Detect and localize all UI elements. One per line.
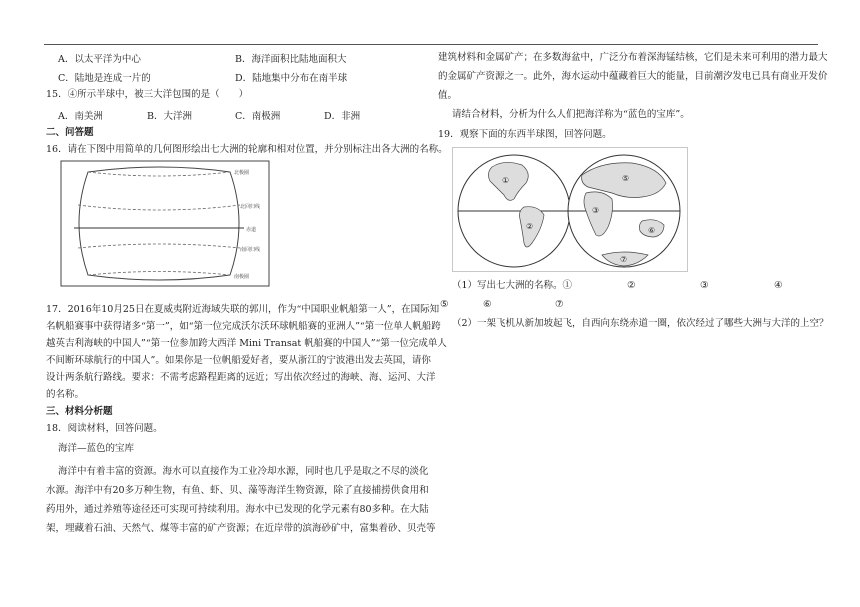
globe-number-3: ③ <box>592 206 600 215</box>
q15-option-c: C．南极洲 <box>235 111 281 122</box>
q18-cont-line-1: 建筑材料和金属矿产；在多数海盆中，广泛分布着深海锰结核，它们是未来可利用的潜力最大 <box>438 52 828 63</box>
q14-option-d: D．陆地集中分布在南半球 <box>235 73 348 84</box>
q15-option-d: D．非洲 <box>324 111 361 122</box>
label-equator: 赤道 <box>246 227 257 233</box>
q19-sub1-blank-3: ③ <box>700 280 709 291</box>
q16-world-outline-map <box>60 160 270 287</box>
globe-number-2: ② <box>526 222 534 231</box>
header-rule <box>44 44 818 45</box>
q18-line-2: 水源。海洋中有20多万种生物，有鱼、虾、贝、藻等海洋生物资源，除了直接捕捞供食用和 <box>46 485 429 496</box>
q18-stem: 18．阅读材料，回答问题。 <box>46 423 163 434</box>
section-heading-2: 二、问答题 <box>46 127 94 138</box>
q18-cont-line-2: 的金属矿产资源之一。此外，海水运动中蕴藏着巨大的能量，目前潮汐发电已具有商业开发价 <box>438 71 828 82</box>
globe-number-6: ⑥ <box>648 226 656 235</box>
q17-line-3: 越英吉利海峡的中国人”“第一位参加跨大西洋 Mini Transat 帆船赛的中国人”“第一位完成单人 <box>46 338 447 349</box>
q16-stem: 16．请在下图中用简单的几何图形绘出七大洲的轮廓和相对位置，并分别标注出各大洲的名称。 <box>46 144 448 155</box>
q17-line-1: 17．2016年10月25日在夏威夷附近海域失联的郭川，作为“中国职业帆船第一人”，在国际知 <box>46 304 440 315</box>
q19-sub1-blank-6: ⑥ <box>483 299 492 310</box>
label-arctic-circle: 北极圈 <box>234 170 250 176</box>
q19-hemisphere-map <box>452 147 688 272</box>
globe-number-7: ⑦ <box>620 255 628 264</box>
globe-number-5: ⑤ <box>622 174 630 183</box>
label-antarctic-circle: 南极圈 <box>234 274 250 280</box>
q15-stem: 15．④所示半球中，被三大洋包围的是（ ） <box>46 89 249 100</box>
q18-question: 请结合材料，分析为什么人们把海洋称为“蓝色的宝库”。 <box>452 109 690 120</box>
q19-stem: 19．观察下面的东西半球图，回答问题。 <box>438 129 612 140</box>
q14-option-a: A．以太平洋为中心 <box>58 54 141 65</box>
q19-sub1-blank-7: ⑦ <box>555 299 564 310</box>
q17-line-6: 的名称。 <box>46 389 85 400</box>
q19-sub1-label: （1）写出七大洲的名称。① <box>452 280 573 291</box>
label-tropic-cancer: 北回归线 <box>240 204 261 210</box>
section-heading-3: 三、材料分析题 <box>46 406 113 417</box>
q18-line-1: 海洋中有着丰富的资源。海水可以直接作为工业冷却水源，同时也几乎是取之不尽的淡化 <box>58 466 429 477</box>
q15-option-a: A．南美洲 <box>58 111 103 122</box>
q17-line-2: 名帆船赛事中获得诸多“第一”，如“第一位完成沃尔沃环球帆船赛的亚洲人”“第一位单人帆船跨 <box>46 321 441 332</box>
q18-line-4: 架，埋藏着石油、天然气、煤等丰富的矿产资源；在近岸带的滨海砂矿中，富集着砂、贝壳等 <box>46 523 436 534</box>
q17-line-5: 设计两条航行路线。要求：不需考虑路程距离的远近；写出依次经过的海峡、海、运河、大洋 <box>46 372 436 383</box>
globe-number-1: ① <box>502 176 510 185</box>
label-tropic-capricorn: 南回归线 <box>240 247 261 253</box>
q15-option-b: B．大洋洲 <box>147 111 192 122</box>
q17-line-4: 不间断环球航行的中国人”。如果你是一位帆船爱好者，要从浙江的宁波港出发去英国，请你 <box>46 355 431 366</box>
q18-material-title: 海洋—蓝色的宝库 <box>58 443 135 454</box>
q19-sub1-blank-5: ⑤ <box>440 299 449 310</box>
q19-sub2: （2）一架飞机从新加坡起飞，自西向东绕赤道一圈，依次经过了哪些大洲与大洋的上空？ <box>452 318 829 329</box>
q14-option-c: C．陆地是连成一片的 <box>58 73 151 84</box>
q18-cont-line-3: 值。 <box>438 90 458 101</box>
q14-option-b: B．海洋面积比陆地面积大 <box>235 54 347 65</box>
q19-sub1-blank-4: ④ <box>774 280 783 291</box>
q19-sub1-blank-2: ② <box>627 280 636 291</box>
q18-line-3: 药用外，通过养殖等途径还可实现可持续利用。海水中已发现的化学元素有80多种。在大陆 <box>46 504 429 515</box>
